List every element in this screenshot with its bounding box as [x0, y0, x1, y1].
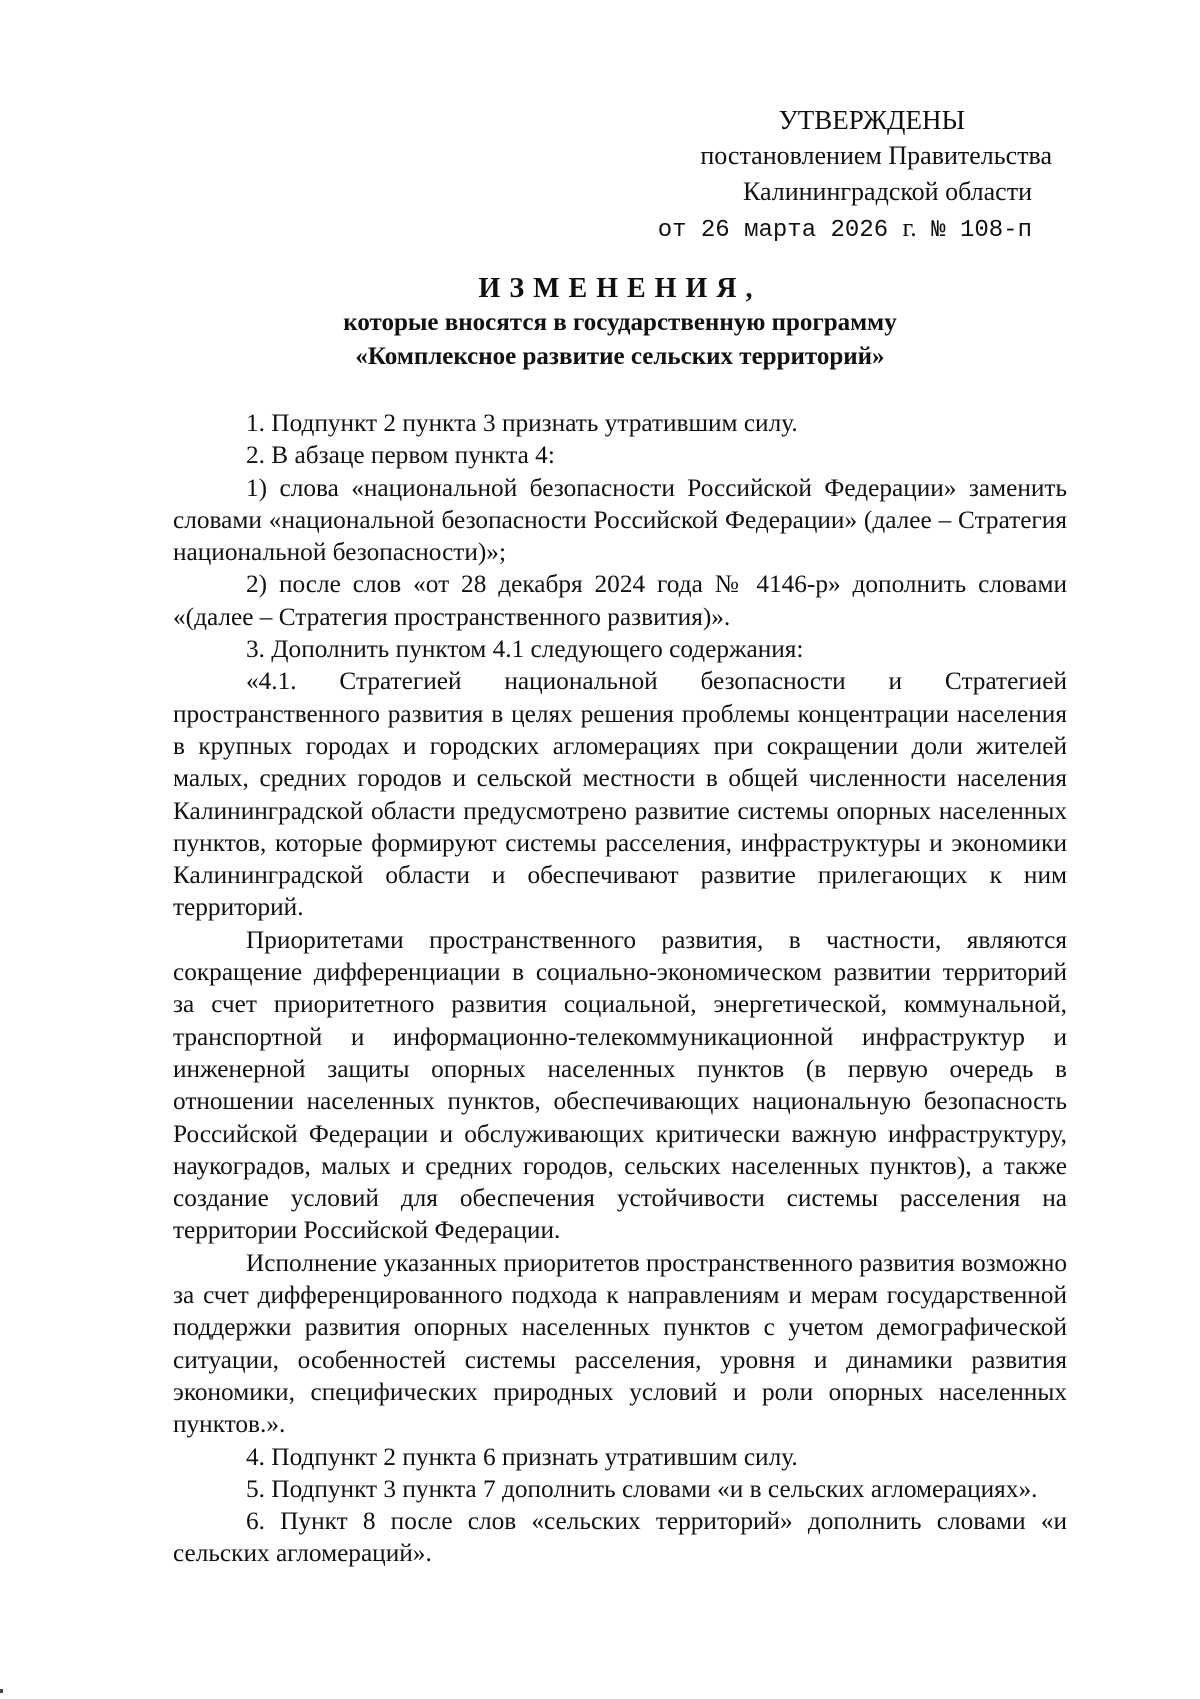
- approval-date-number: [658, 212, 1032, 247]
- paragraph-4-1: «4.1. Стратегией национальной безопасности и Стратегией пространственного развития в целях решения проблемы концентрации населения в крупных городах и городских агломерациях при сокращении доли жителей малых, средних городов и сельской местности в общей численности населения Калининградской области предусмотрено развитие системы опорных населенных пунктов, которые формируют системы расселения, инфраструктуры и экономики Калининградской области и обеспечивают развитие прилегающих к ним территорий.: [173, 667, 1067, 922]
- scan-mark: [0, 1689, 3, 1693]
- approval-title: УТВЕРЖДЕНЫ: [778, 105, 965, 135]
- approval-region: Калининградской области: [742, 177, 1032, 206]
- program-name: «Комплексное развитие сельских территорий»: [355, 343, 885, 370]
- approval-stamp: [657, 104, 1200, 244]
- approval-number: № 108-п: [931, 217, 1032, 244]
- document-title: ИЗМЕНЕНИЯ,: [478, 273, 762, 304]
- document-subtitle: которые вносятся в государственную программу: [343, 309, 897, 336]
- paragraph-item-3: 3. Дополнить пунктом 4.1 следующего содержания:: [246, 635, 804, 664]
- paragraph-item-4: 4. Подпункт 2 пункта 6 признать утратившим силу.: [246, 1442, 798, 1471]
- approval-date: от 26 марта 2026: [657, 217, 889, 244]
- document-body: [173, 407, 1067, 1570]
- paragraph-item-5: 5. Подпункт 3 пункта 7 дополнить словами «и в сельских агломерациях».: [246, 1474, 1038, 1503]
- approval-authority: постановлением Правительства: [700, 141, 1052, 170]
- approval-year-suffix: г.: [902, 213, 917, 242]
- paragraph-priorities: Приоритетами пространственного развития, в частности, являются сокращение дифференциации в социально-экономическом развитии территорий за счет приоритетного развития социальной, энергетической, коммунальной, транспортной и информационно-телекоммуникационной инфраструктур и инженерной защиты опорных населенных пунктов (в первую очередь в отношении населенных пунктов, обеспечивающих национальную безопасность Российской Федерации и обслуживающих критически важную инфраструктуру, наукоградов, малых и средних городов, сельских населенных пунктов), а также создание условий для обеспечения устойчивости системы расселения на территории Российской Федерации.: [173, 925, 1067, 1245]
- paragraph-item-6: 6. Пункт 8 после слов «сельских территорий» дополнить словами «и сельских агломераций».: [173, 1507, 1067, 1568]
- paragraph-subitem-2: 2) после слов «от 28 декабря 2024 года № 4146-р» дополнить словами «(далее – Стратегия пространственного развития)».: [173, 570, 1067, 631]
- paragraph-item-1: 1. Подпункт 2 пункта 3 признать утратившим силу.: [246, 409, 798, 437]
- paragraph-implementation: Исполнение указанных приоритетов пространственного развития возможно за счет дифференцированного подхода к направлениям и мерам государственной поддержки развития опорных населенных пунктов с учетом демографической ситуации, особенностей системы расселения, уровня и динамики развития экономики, специфических природных условий и роли опорных населенных пунктов.».: [173, 1248, 1067, 1439]
- paragraph-subitem-1: 1) слова «национальной безопасности Российской Федерации» заменить словами «национальной безопасности Российской Федерации» (далее – Стратегия национальной безопасности)»;: [173, 473, 1067, 567]
- paragraph-item-2: 2. В абзаце первом пункта 4:: [246, 441, 555, 470]
